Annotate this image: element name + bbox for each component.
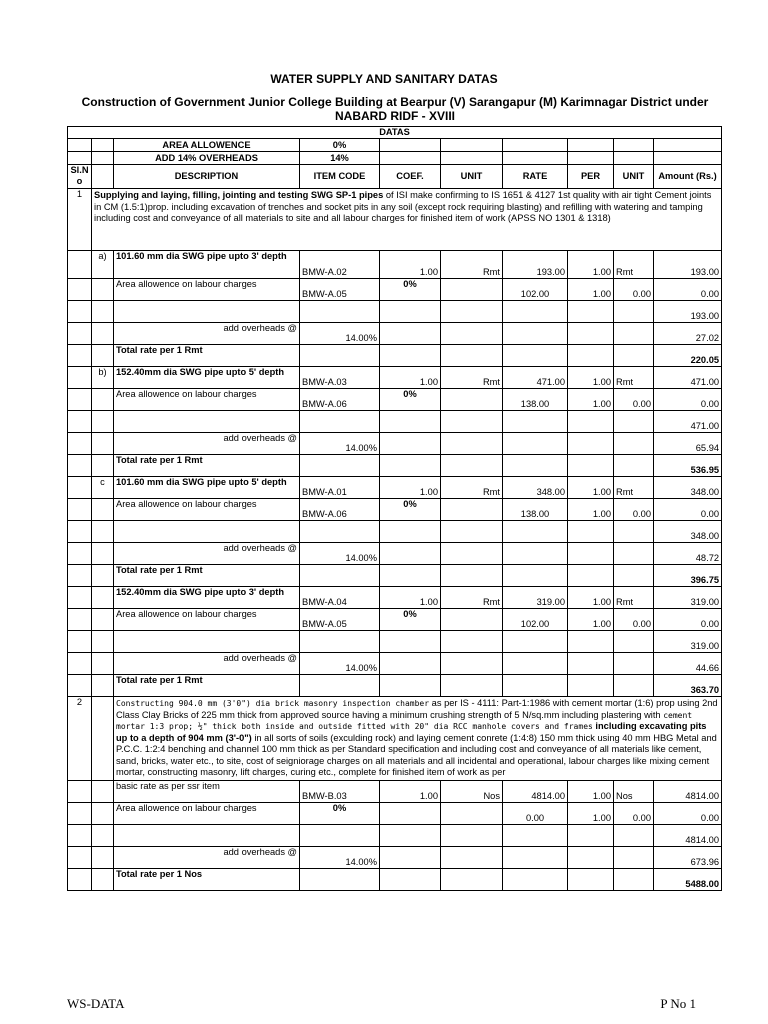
sub-item-area-desc: Area allowence on labour charges xyxy=(114,279,300,301)
overheads-value: 14% xyxy=(300,152,380,165)
sub-item-amount-2: 0.00 xyxy=(654,389,722,411)
sub-item-amount-2: 0.00 xyxy=(654,499,722,521)
sub-item-unit: Rmt xyxy=(441,367,503,389)
item-1-description xyxy=(92,189,722,251)
sub-item-rate: 319.00 xyxy=(503,587,568,609)
item-2-amount: 4814.00 xyxy=(654,781,722,803)
sub-item-code-2: BMW-A.05 xyxy=(300,609,380,631)
header-description: DESCRIPTION xyxy=(114,165,300,189)
item-2-basic-desc: basic rate as per ssr item xyxy=(114,781,300,803)
sub-item-oh-pct: 14.00% xyxy=(300,653,380,675)
header-item-code: ITEM CODE xyxy=(300,165,380,189)
sub-item-unit: Rmt xyxy=(441,477,503,499)
sub-item-title: 152.40mm dia SWG pipe upto 5' depth xyxy=(114,367,300,389)
sub-item-code: BMW-A.03 xyxy=(300,367,380,389)
item-2-desc-b: as per IS - 4111: Part-1:1986 with cement mortar (1:6) prop using 2nd Class Clay Bricks of 225 mm thick from approved source having a minimum crushing strength of 5 N/sq.mm including plastering with xyxy=(116,698,718,720)
sub-item-rate: 471.00 xyxy=(503,367,568,389)
sub-item-amount: 348.00 xyxy=(654,477,722,499)
sub-item-coef: 1.00 xyxy=(380,587,441,609)
sub-item-unit-2: 0.00 xyxy=(614,609,654,631)
sub-item-rate-2: 138.00 xyxy=(503,499,568,521)
overheads-label: ADD 14% OVERHEADS xyxy=(114,152,300,165)
table-row xyxy=(68,301,722,323)
sub-item-subtotal: 348.00 xyxy=(654,521,722,543)
table-row xyxy=(68,345,722,367)
table-row xyxy=(68,499,722,521)
table-row xyxy=(68,477,722,499)
sub-item-per-2: 1.00 xyxy=(568,609,614,631)
sub-item-code: BMW-A.02 xyxy=(300,251,380,279)
table-row xyxy=(68,367,722,389)
sub-item-code-2: BMW-A.05 xyxy=(300,279,380,301)
sub-item-label: a) xyxy=(92,251,114,279)
item-2-oh-pct: 14.00% xyxy=(300,847,380,869)
table-row xyxy=(68,653,722,675)
sub-item-amount: 471.00 xyxy=(654,367,722,389)
item-2-desc-a: Constructing 904.0 mm (3'0") dia brick masonry inspection chamber xyxy=(116,699,430,708)
item-1-desc-bold: Supplying and laying, filling, jointing and testing SWG SP-1 pipes xyxy=(94,190,384,200)
page-subtitle: Construction of Government Junior College Building at Bearpur (V) Sarangapur (M) Karimnagar District under NABARD RIDF - XVIII xyxy=(81,95,709,123)
item-2-total-label: Total rate per 1 Nos xyxy=(114,869,300,891)
sub-item-unit-2: 0.00 xyxy=(614,389,654,411)
sub-item-rate-2: 102.00 xyxy=(503,279,568,301)
sub-item-subtotal: 319.00 xyxy=(654,631,722,653)
item-2-area-pct: 0% xyxy=(300,803,380,825)
sub-item-code-2: BMW-A.06 xyxy=(300,499,380,521)
sub-item-per: 1.00 xyxy=(568,251,614,279)
sub-item-unit: Rmt xyxy=(441,587,503,609)
sub-item-label: c xyxy=(92,477,114,499)
sub-item-oh-pct: 14.00% xyxy=(300,543,380,565)
item-2-rate-2: 0.00 xyxy=(503,803,568,825)
sub-item-code: BMW-A.01 xyxy=(300,477,380,499)
footer-left: WS-DATA xyxy=(67,996,125,1011)
header-unit: UNIT xyxy=(441,165,503,189)
header-coef: COEF. xyxy=(380,165,441,189)
sub-item-per: 1.00 xyxy=(568,587,614,609)
sub-item-rate-2: 102.00 xyxy=(503,609,568,631)
header-slno: Sl.No xyxy=(68,165,92,189)
sub-item-area-pct: 0% xyxy=(380,499,441,521)
sub-item-unit-1: Rmt xyxy=(614,251,654,279)
table-row xyxy=(68,323,722,345)
item-2-oh-amount: 673.96 xyxy=(654,847,722,869)
sub-item-per-2: 1.00 xyxy=(568,389,614,411)
sub-item-subtotal: 193.00 xyxy=(654,301,722,323)
header-rate: RATE xyxy=(503,165,568,189)
sub-item-total: 220.05 xyxy=(654,345,722,367)
sub-item-amount-2: 0.00 xyxy=(654,609,722,631)
item-2-per: 1.00 xyxy=(568,781,614,803)
item-2-coef: 1.00 xyxy=(380,781,441,803)
sub-item-code-2: BMW-A.06 xyxy=(300,389,380,411)
sub-item-oh-pct: 14.00% xyxy=(300,433,380,455)
sub-item-area-desc: Area allowence on labour charges xyxy=(114,499,300,521)
table-row xyxy=(68,521,722,543)
sub-item-amount: 193.00 xyxy=(654,251,722,279)
sub-item-total-label: Total rate per 1 Rmt xyxy=(114,345,300,367)
sub-item-per-2: 1.00 xyxy=(568,279,614,301)
item-2-subtotal: 4814.00 xyxy=(654,825,722,847)
sub-item-oh-amount: 65.94 xyxy=(654,433,722,455)
datas-header: DATAS xyxy=(68,127,722,139)
sub-item-unit-2: 0.00 xyxy=(614,499,654,521)
item-2-desc-d: including excavating pits up to a depth of 904 mm (3'-0") xyxy=(116,721,707,743)
sub-item-coef: 1.00 xyxy=(380,477,441,499)
table-row xyxy=(68,251,722,279)
item-2-number: 2 xyxy=(68,697,92,781)
table-row xyxy=(68,587,722,609)
sub-item-total: 536.95 xyxy=(654,455,722,477)
sub-item-title: 101.60 mm dia SWG pipe upto 3' depth xyxy=(114,251,300,279)
sub-item-total-label: Total rate per 1 Rmt xyxy=(114,455,300,477)
sub-item-oh-label: add overheads @ xyxy=(114,543,300,565)
sub-item-rate-2: 138.00 xyxy=(503,389,568,411)
table-row xyxy=(68,455,722,477)
item-2-code: BMW-B.03 xyxy=(300,781,380,803)
item-1-desc-rest: of ISI make confirming to IS 1651 & 4127 1st quality with air tight Cement joints in CM (1.5:1)prop. including excavation of trenches and socket pits in any soil (except rock requiring blasting) and refilling with watering and tamping including cost and conveyance of all materials to site and all labour charges for finished item of work (APSS NO 1301 & 1318) xyxy=(94,190,712,223)
table-row xyxy=(68,279,722,301)
sub-item-amount: 319.00 xyxy=(654,587,722,609)
item-2-unit-1: Nos xyxy=(614,781,654,803)
table-row xyxy=(68,675,722,697)
sub-item-oh-amount: 27.02 xyxy=(654,323,722,345)
sub-item-subtotal: 471.00 xyxy=(654,411,722,433)
sub-item-oh-label: add overheads @ xyxy=(114,653,300,675)
header-amount: Amount (Rs.) xyxy=(654,165,722,189)
table-row xyxy=(68,411,722,433)
sub-item-oh-pct: 14.00% xyxy=(300,323,380,345)
page-title: WATER SUPPLY AND SANITARY DATAS xyxy=(270,72,498,86)
area-allowence-label: AREA ALLOWENCE xyxy=(114,139,300,152)
item-2-rate: 4814.00 xyxy=(503,781,568,803)
header-per: PER xyxy=(568,165,614,189)
table-row xyxy=(68,543,722,565)
item-2-unit-2: 0.00 xyxy=(614,803,654,825)
item-2-oh-label: add overheads @ xyxy=(114,847,300,869)
sub-item-per: 1.00 xyxy=(568,367,614,389)
sub-item-total: 363.70 xyxy=(654,675,722,697)
table-row xyxy=(68,433,722,455)
sub-item-label xyxy=(92,587,114,609)
sub-item-unit-1: Rmt xyxy=(614,367,654,389)
sub-item-rate: 193.00 xyxy=(503,251,568,279)
table-row xyxy=(68,609,722,631)
header-unit-2: UNIT xyxy=(614,165,654,189)
sub-item-area-pct: 0% xyxy=(380,609,441,631)
rate-table xyxy=(67,126,722,891)
sub-item-oh-label: add overheads @ xyxy=(114,323,300,345)
item-2-amount-2: 0.00 xyxy=(654,803,722,825)
sub-item-unit-2: 0.00 xyxy=(614,279,654,301)
sub-item-amount-2: 0.00 xyxy=(654,279,722,301)
sub-item-label: b) xyxy=(92,367,114,389)
sub-item-per: 1.00 xyxy=(568,477,614,499)
sub-item-area-desc: Area allowence on labour charges xyxy=(114,609,300,631)
sub-item-coef: 1.00 xyxy=(380,251,441,279)
sub-item-coef: 1.00 xyxy=(380,367,441,389)
sub-item-unit-1: Rmt xyxy=(614,477,654,499)
sub-item-unit: Rmt xyxy=(441,251,503,279)
item-2-description xyxy=(114,697,722,781)
footer-right: P No 1 xyxy=(660,996,696,1011)
item-2-desc-c: cement mortar 1:3 prop; ½" thick both inside and outside fitted with 20" dia RCC manhole covers and frames xyxy=(116,710,693,731)
sub-item-total-label: Total rate per 1 Rmt xyxy=(114,565,300,587)
table-row xyxy=(68,389,722,411)
sub-item-area-desc: Area allowence on labour charges xyxy=(114,389,300,411)
sub-item-total-label: Total rate per 1 Rmt xyxy=(114,675,300,697)
sub-item-oh-label: add overheads @ xyxy=(114,433,300,455)
item-2-per-2: 1.00 xyxy=(568,803,614,825)
sub-item-oh-amount: 44.66 xyxy=(654,653,722,675)
item-1-number: 1 xyxy=(68,189,92,251)
sub-item-rate: 348.00 xyxy=(503,477,568,499)
sub-item-area-pct: 0% xyxy=(380,279,441,301)
item-2-unit: Nos xyxy=(441,781,503,803)
sub-item-title: 152.40mm dia SWG pipe upto 3' depth xyxy=(114,587,300,609)
item-2-area-desc: Area allowence on labour charges xyxy=(114,803,300,825)
area-allowence-value: 0% xyxy=(300,139,380,152)
sub-item-code: BMW-A.04 xyxy=(300,587,380,609)
sub-item-total: 396.75 xyxy=(654,565,722,587)
sub-item-area-pct: 0% xyxy=(380,389,441,411)
table-row xyxy=(68,565,722,587)
item-2-desc-e: in all sorts of soils (exculding rock) and laying cement conrete (1:4:8) 150 mm thick using 40 mm HBG Metal and P.C.C. 1:2:4 benching and channel 100 mm thick as per Standard specification and including cost and conveyance of all materials like cement, sand, bricks, water etc., to site, cost of seigniorage charges on all materials and all incidental and operational, labour charges like mixing cement mortar, constructing masonry, lift charges, curing etc., complete for finished item of work as per xyxy=(116,732,717,777)
item-2-total: 5488.00 xyxy=(654,869,722,891)
sub-item-oh-amount: 48.72 xyxy=(654,543,722,565)
sub-item-title: 101.60 mm dia SWG pipe upto 5' depth xyxy=(114,477,300,499)
sub-item-per-2: 1.00 xyxy=(568,499,614,521)
table-row xyxy=(68,631,722,653)
sub-item-unit-1: Rmt xyxy=(614,587,654,609)
